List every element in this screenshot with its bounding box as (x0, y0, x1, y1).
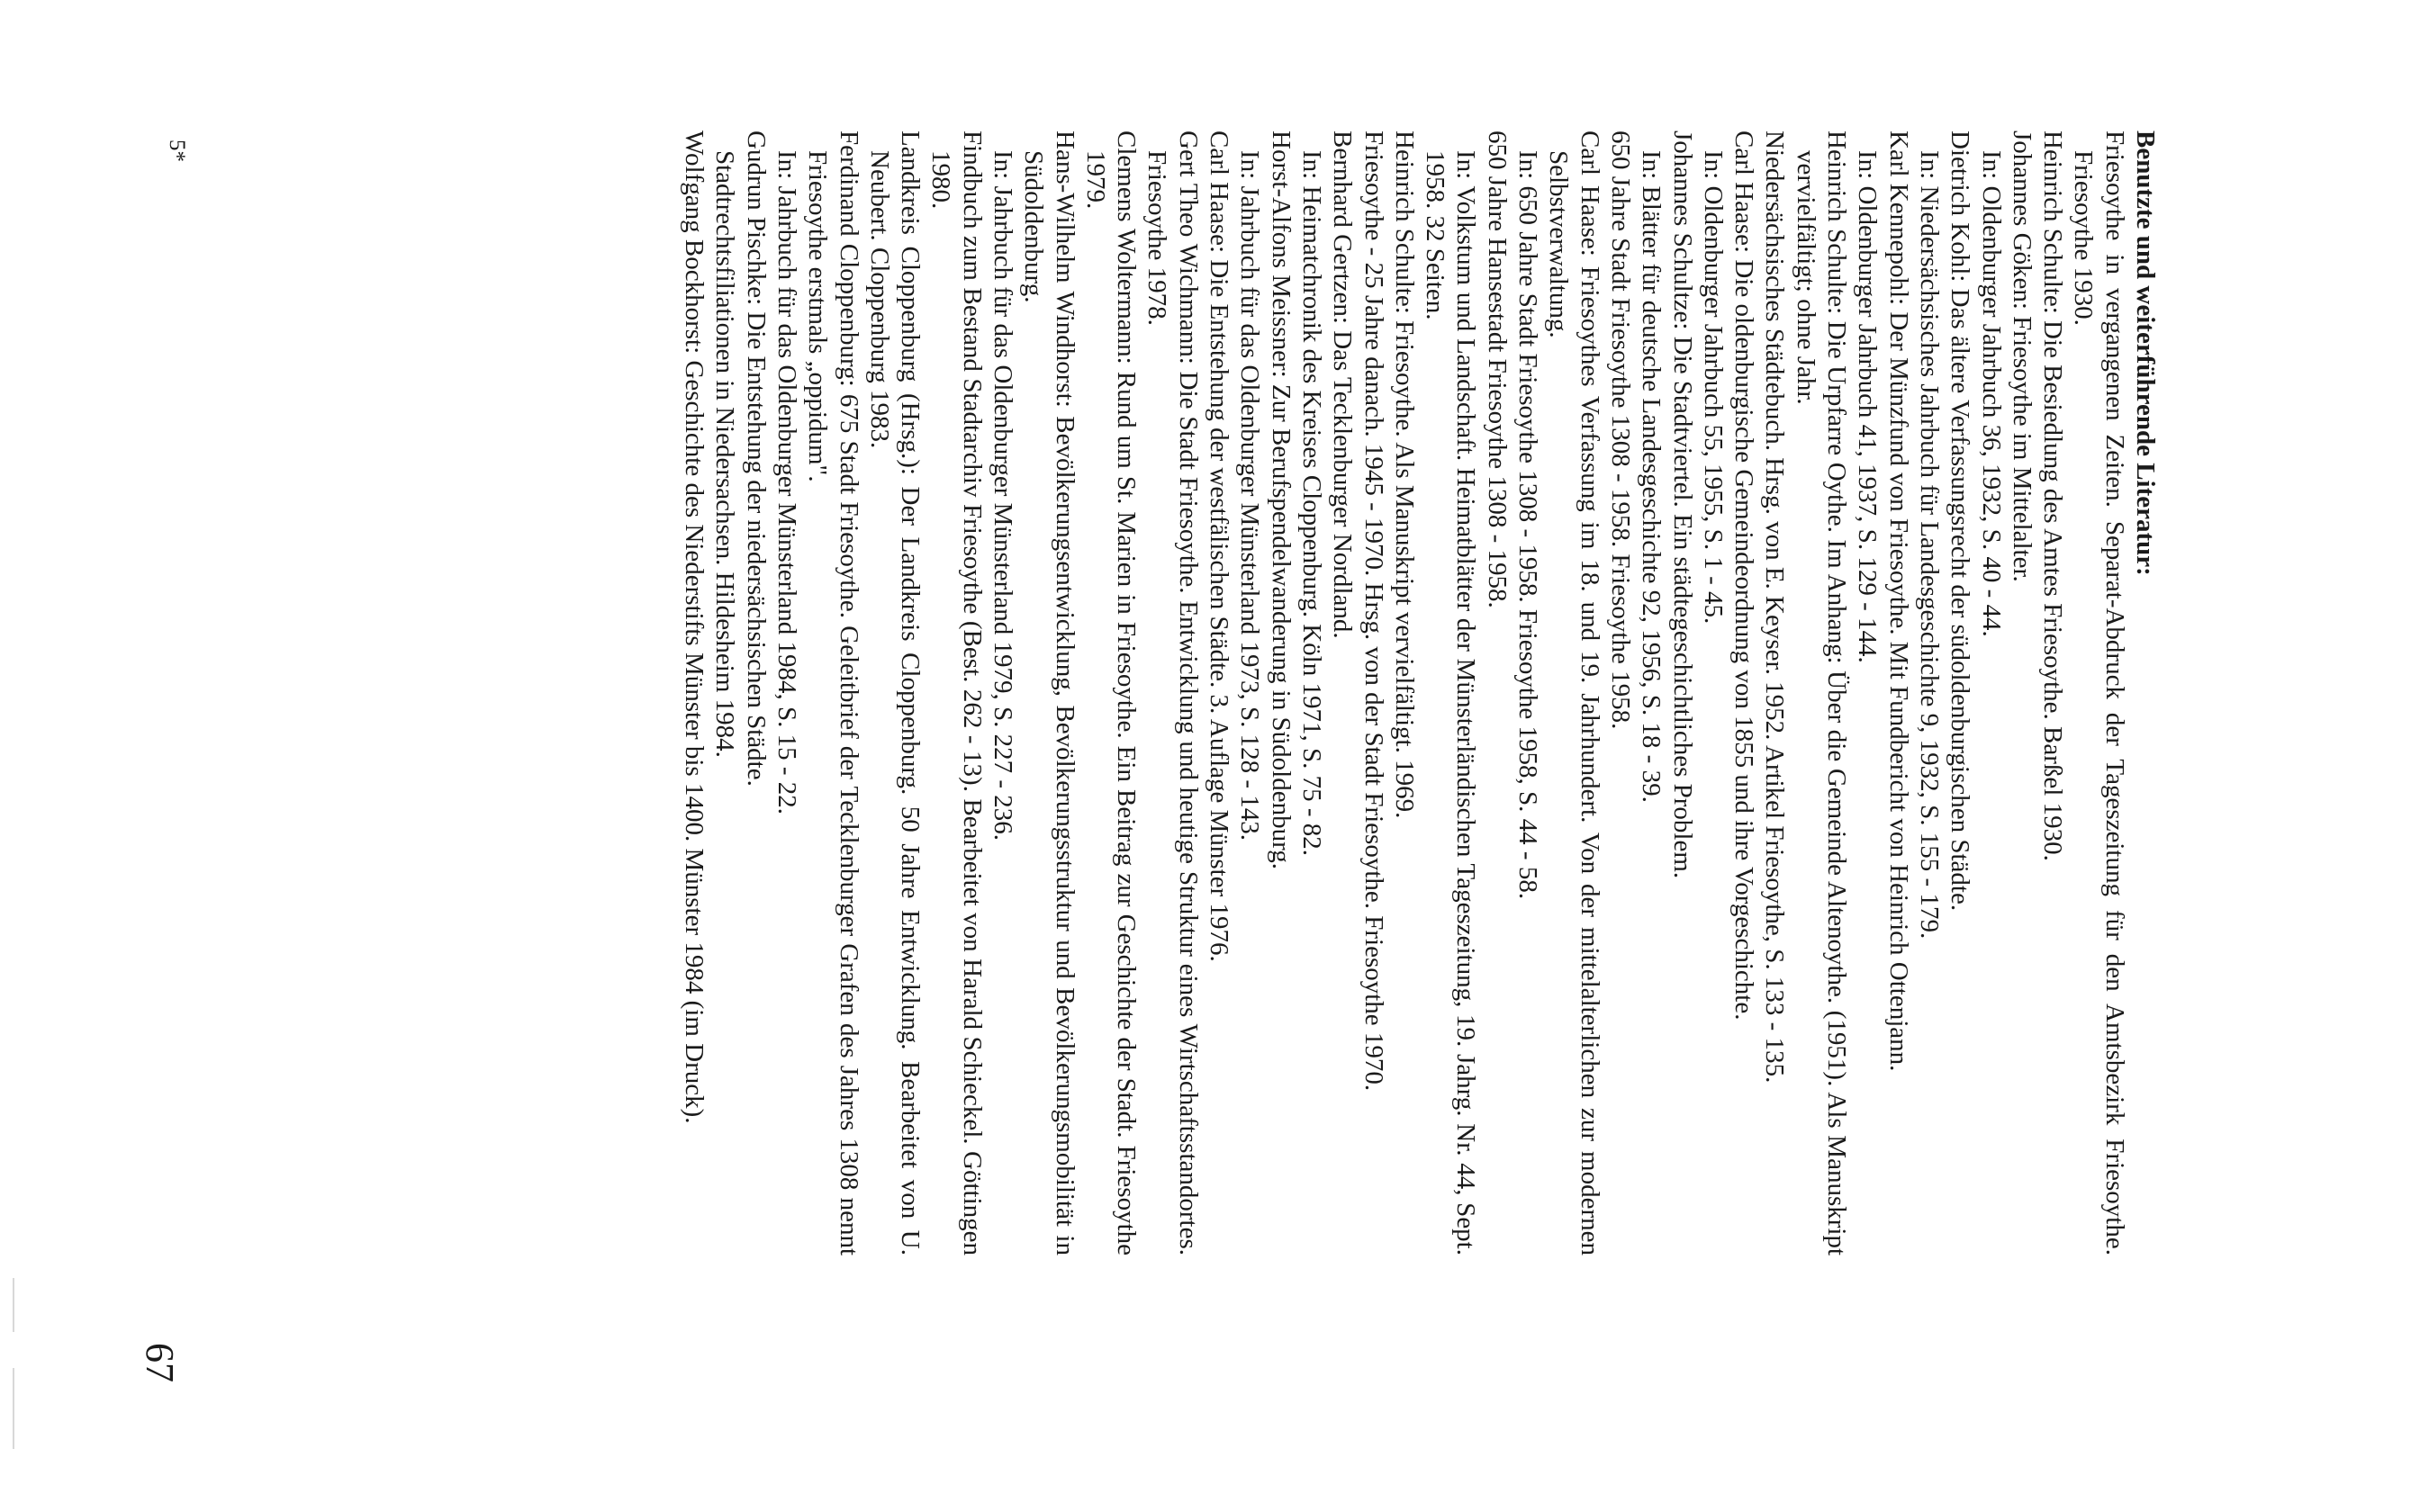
signature-mark: 5* (165, 140, 189, 162)
bibliography-entry-source: In: Niedersächsisches Jahrbuch für Landesgeschichte 9, 1932, S. 155 - 179. (1914, 150, 1944, 940)
bibliography-entry-source: Stadtrechtsfiliationen in Niedersachsen. Hildesheim 1984. (710, 150, 740, 758)
bibliography-entry: Heinrich Schulte: Die Urpfarre Oythe. Im Anhang: Über die Gemeinde Altenoythe. (1951). Als Manuskript vervielfältigt; ohne Jahr. (1791, 130, 1852, 1256)
bibliography-entry: Heinrich Schulte: Friesoythe. Als Manuskript vervielfältigt. 1969. (1389, 130, 1419, 819)
bibliography-entry-source: In: Jahrbuch für das Oldenburger Münsterland 1984, S. 15 - 22. (772, 150, 801, 815)
bibliography-entry: Findbuch zum Bestand Stadtarchiv Friesoythe (Best. 262 - 13). Bearbeitet von Harald Schieckel. Göttingen 1980. (926, 130, 987, 1256)
bibliography-entry: Bernhard Gertzen: Das Tecklenburger Nordland. (1328, 130, 1358, 639)
bibliography-entry: Friesoythe - 25 Jahre danach. 1945 - 1970. Hrsg. von der Stadt Friesoythe. Friesoythe 1970. (1359, 130, 1388, 1092)
bibliography-entry: Carl Haase: Friesoythes Verfassung im 18. und 19. Jahrhundert. Von der mittelalterlichen zur modernen Selbstverwaltung. (1544, 130, 1604, 1256)
bibliography (679, 130, 2161, 1256)
bibliography-entry: 650 Jahre Stadt Friesoythe 1308 - 1958. Friesoythe 1958. (1605, 130, 1635, 730)
bibliography-entry: Heinrich Schulte: Die Besiedlung des Amtes Friesoythe. Barßel 1930. (2038, 130, 2068, 861)
bibliography-entry-source: In: Oldenburger Jahrbuch 55, 1955, S. 1 - 45. (1698, 150, 1728, 625)
bibliography-entry-source: In: Oldenburger Jahrbuch 36, 1932, S. 40 - 44. (1976, 150, 2006, 637)
bibliography-entry-source: In: Jahrbuch für das Oldenburger Münsterland 1973, S. 128 - 143. (1235, 150, 1265, 842)
bibliography-entry: Gudrun Pischke: Die Entstehung der niedersächsischen Städte. (741, 130, 771, 787)
bibliography-entry-source: In: 650 Jahre Stadt Friesoythe 1308 - 1958. Friesoythe 1958, S. 44 - 58. (1513, 150, 1543, 900)
bibliography-entry: Johannes Göken: Friesoythe im Mittelalter. (2007, 130, 2036, 582)
bibliography-entry: Carl Haase: Die Entstehung der westfälischen Städte. 3. Auflage Münster 1976. (1205, 130, 1234, 962)
bibliography-entry: Horst-Alfons Meissner: Zur Berufspendelwanderung in Südoldenburg. (1266, 130, 1296, 869)
bibliography-entry: Gert Theo Wichmann: Die Stadt Friesoythe. Entwicklung und heutige Struktur eines Wirtschaftsstandortes. Friesoythe 1978. (1142, 130, 1203, 1256)
bibliography-entry: Friesoythe in vergangenen Zeiten. Separat-Abdruck der Tageszeitung für den Amtsbezirk Friesoythe. Friesoythe 1930. (2069, 130, 2129, 1256)
bibliography-entry: Clemens Woltermann: Rund um St. Marien in Friesoythe. Ein Beitrag zur Geschichte der Stadt. Friesoythe 1979. (1080, 130, 1142, 1256)
bibliography-entry: Johannes Schultze: Die Stadtviertel. Ein städtegeschichtliches Problem. (1667, 130, 1697, 879)
bibliography-entry-source: In: Jahrbuch für das Oldenburger Münsterland 1979, S. 227 - 236. (989, 150, 1018, 842)
bibliography-entry-source: In: Volkstum und Landschaft. Heimatblätter der Münsterländischen Tageszeitung, 19. Jahrg. Nr. 44, Sept. 1958. 32 Seiten. (1421, 150, 1481, 1256)
bibliography-entry: Karl Kennepohl: Der Münzfund von Friesoythe. Mit Fundbericht von Heinrich Ottenjann. (1883, 130, 1913, 1072)
page-number: 67 (138, 1343, 182, 1382)
scan-edge-mark (13, 1278, 14, 1332)
bibliography-entry-source: In: Heimatchronik des Kreises Cloppenburg. Köln 1971, S. 75 - 82. (1296, 150, 1326, 856)
bibliography-entry: Ferdinand Cloppenburg: 675 Stadt Friesoythe. Geleitbrief der Tecklenburger Grafen des Jahres 1308 nennt Friesoythe erstmals „oppidum". (803, 130, 863, 1256)
bibliography-entry: Wolfgang Bockhorst: Geschichte des Niederstifts Münster bis 1400. Münster 1984 (im Druck). (680, 130, 709, 1124)
scan-edge-mark (13, 1368, 14, 1449)
bibliography-entry: Hans-Wilhelm Windhorst: Bevölkerungsentwicklung, Bevölkerungsstruktur und Bevölkerungsmobilität in Südoldenburg. (1019, 130, 1079, 1256)
bibliography-entry-source: In: Oldenburger Jahrbuch 41, 1937, S. 129 - 144. (1853, 150, 1883, 663)
bibliography-heading: Benutzte und weiterführende Literatur: (2131, 130, 2160, 576)
bibliography-entry: Carl Haase: Die oldenburgische Gemeindeordnung von 1855 und ihre Vorgeschichte. (1729, 130, 1759, 1021)
bibliography-entry: 650 Jahre Hansestadt Friesoythe 1308 - 1958. (1482, 130, 1512, 608)
bibliography-entry: Dietrich Kohl: Das ältere Verfassungsrecht der südoldenburgischen Städte. (1946, 130, 1975, 912)
bibliography-entry: Landkreis Cloppenburg (Hrsg.): Der Landkreis Cloppenburg. 50 Jahre Entwicklung. Bearbeitet von U. Neubert. Cloppenburg 1983. (864, 130, 926, 1256)
bibliography-entry: Niedersächsisches Städtebuch. Hrsg. von E. Keyser. 1952. Artikel Friesoythe, S. 133 - 135. (1760, 130, 1790, 1084)
bibliography-entry-source: In: Blätter für deutsche Landesgeschichte 92, 1956, S. 18 - 39. (1637, 150, 1666, 803)
